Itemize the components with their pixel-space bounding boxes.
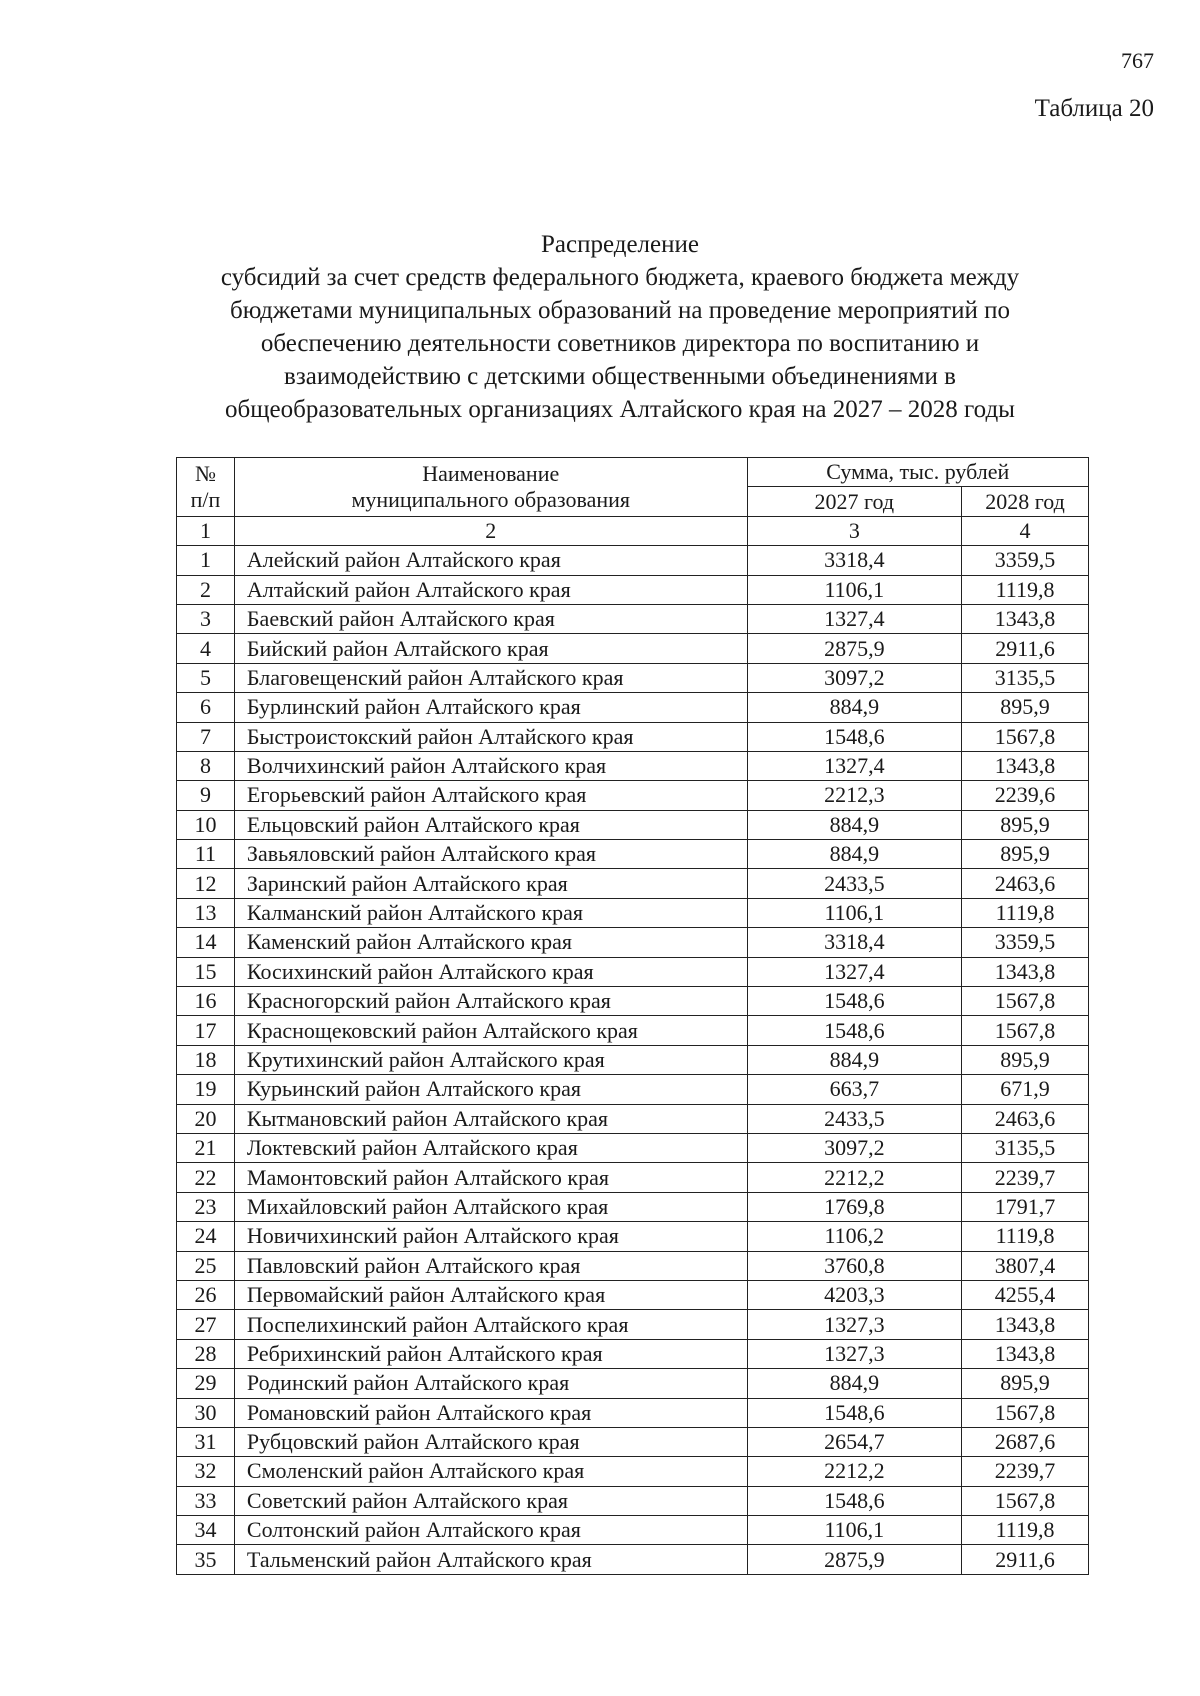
header-name-line1: Наименование [422,460,560,486]
amount-2027: 1327,3 [747,1339,962,1368]
amount-2027: 884,9 [747,1369,962,1398]
amount-2027: 1106,1 [747,1516,962,1545]
table-row [177,722,1089,751]
municipality-name: Косихинский район Алтайского края [234,957,747,986]
table-body [177,546,1089,1575]
row-number: 18 [177,1045,235,1074]
amount-2028: 2911,6 [962,634,1089,663]
subsidy-table [176,457,1089,1575]
amount-2028: 2687,6 [962,1427,1089,1456]
municipality-name: Курьинский район Алтайского края [234,1075,747,1104]
amount-2027: 884,9 [747,810,962,839]
amount-2028: 1567,8 [962,987,1089,1016]
amount-2028: 2911,6 [962,1545,1089,1574]
amount-2028: 895,9 [962,1045,1089,1074]
amount-2027: 3318,4 [747,928,962,957]
table-row [177,957,1089,986]
row-number: 16 [177,987,235,1016]
municipality-name: Благовещенский район Алтайского края [234,663,747,692]
title-line: взаимодействию с детскими общественными объединениями в [284,363,956,390]
table-row [177,1045,1089,1074]
amount-2028: 1567,8 [962,1016,1089,1045]
table-row [177,781,1089,810]
municipality-name: Новичихинский район Алтайского края [234,1222,747,1251]
header-number-line1: № [194,460,216,486]
header-row [177,458,1089,487]
amount-2028: 1343,8 [962,751,1089,780]
row-number: 30 [177,1398,235,1427]
row-number: 5 [177,663,235,692]
municipality-name: Локтевский район Алтайского края [234,1133,747,1162]
amount-2027: 1327,4 [747,604,962,633]
row-number: 29 [177,1369,235,1398]
amount-2028: 1119,8 [962,1516,1089,1545]
amount-2028: 1343,8 [962,957,1089,986]
table-row [177,840,1089,869]
amount-2027: 1548,6 [747,1398,962,1427]
amount-2027: 4203,3 [747,1280,962,1309]
row-number: 8 [177,751,235,780]
municipality-name: Солтонский район Алтайского края [234,1516,747,1545]
header-sum-group: Сумма, тыс. рублей [747,458,1088,487]
amount-2028: 1119,8 [962,898,1089,927]
municipality-name: Краснощековский район Алтайского края [234,1016,747,1045]
amount-2027: 3097,2 [747,663,962,692]
row-number: 12 [177,869,235,898]
table-row [177,1457,1089,1486]
municipality-name: Павловский район Алтайского края [234,1251,747,1280]
amount-2028: 1343,8 [962,604,1089,633]
row-number: 26 [177,1280,235,1309]
amount-2027: 1548,6 [747,722,962,751]
table-row [177,869,1089,898]
amount-2027: 2212,3 [747,781,962,810]
row-number: 1 [177,546,235,575]
amount-2028: 2463,6 [962,869,1089,898]
table-row [177,1133,1089,1162]
row-number: 2 [177,575,235,604]
table-label: Таблица 20 [1034,95,1154,122]
row-number: 22 [177,1163,235,1192]
amount-2027: 1106,2 [747,1222,962,1251]
municipality-name: Ребрихинский район Алтайского края [234,1339,747,1368]
amount-2028: 1343,8 [962,1310,1089,1339]
document-title [190,228,1050,426]
amount-2028: 2239,6 [962,781,1089,810]
amount-2027: 2654,7 [747,1427,962,1456]
table-row [177,751,1089,780]
amount-2027: 3318,4 [747,546,962,575]
row-number: 32 [177,1457,235,1486]
table-row [177,1104,1089,1133]
row-number: 6 [177,693,235,722]
header-name-line2: муниципального образования [351,486,630,512]
row-number: 13 [177,898,235,927]
amount-2028: 895,9 [962,693,1089,722]
municipality-name: Михайловский район Алтайского края [234,1192,747,1221]
row-number: 10 [177,810,235,839]
table-row [177,1222,1089,1251]
amount-2028: 3359,5 [962,928,1089,957]
municipality-name: Завьяловский район Алтайского края [234,840,747,869]
amount-2028: 1791,7 [962,1192,1089,1221]
column-number-row [177,516,1089,545]
municipality-name: Заринский район Алтайского края [234,869,747,898]
table-row [177,1486,1089,1515]
table-row [177,604,1089,633]
amount-2027: 663,7 [747,1075,962,1104]
column-number: 2 [234,516,747,545]
table-row [177,928,1089,957]
row-number: 17 [177,1016,235,1045]
amount-2028: 2239,7 [962,1457,1089,1486]
table-row [177,1163,1089,1192]
amount-2027: 2875,9 [747,1545,962,1574]
municipality-name: Баевский район Алтайского края [234,604,747,633]
table-row [177,987,1089,1016]
column-number: 4 [962,516,1089,545]
table-row [177,1280,1089,1309]
amount-2027: 1106,1 [747,898,962,927]
row-number: 7 [177,722,235,751]
municipality-name: Алейский район Алтайского края [234,546,747,575]
amount-2028: 1567,8 [962,1486,1089,1515]
amount-2028: 3359,5 [962,546,1089,575]
municipality-name: Советский район Алтайского края [234,1486,747,1515]
header-number-line2: п/п [190,486,221,512]
row-number: 25 [177,1251,235,1280]
amount-2028: 1343,8 [962,1339,1089,1368]
amount-2028: 895,9 [962,810,1089,839]
header-year-2028: 2028 год [962,487,1089,516]
municipality-name: Ельцовский район Алтайского края [234,810,747,839]
amount-2028: 1567,8 [962,722,1089,751]
municipality-name: Егорьевский район Алтайского края [234,781,747,810]
row-number: 23 [177,1192,235,1221]
table-row [177,1545,1089,1574]
municipality-name: Кытмановский район Алтайского края [234,1104,747,1133]
amount-2028: 3135,5 [962,1133,1089,1162]
amount-2027: 1769,8 [747,1192,962,1221]
amount-2028: 1567,8 [962,1398,1089,1427]
title-line: субсидий за счет средств федерального бюджета, краевого бюджета между [220,264,1020,291]
municipality-name: Мамонтовский район Алтайского края [234,1163,747,1192]
table-row [177,1369,1089,1398]
title-line: общеобразовательных организациях Алтайского края на 2027 – 2028 годы [225,396,1015,423]
municipality-name: Романовский район Алтайского края [234,1398,747,1427]
amount-2028: 3135,5 [962,663,1089,692]
table-row [177,693,1089,722]
municipality-name: Родинский район Алтайского края [234,1369,747,1398]
column-number: 3 [747,516,962,545]
row-number: 27 [177,1310,235,1339]
amount-2027: 1548,6 [747,1486,962,1515]
table-row [177,575,1089,604]
municipality-name: Алтайский район Алтайского края [234,575,747,604]
amount-2027: 3760,8 [747,1251,962,1280]
amount-2027: 1327,3 [747,1310,962,1339]
row-number: 28 [177,1339,235,1368]
amount-2028: 895,9 [962,1369,1089,1398]
amount-2027: 2433,5 [747,1104,962,1133]
table-row [177,1310,1089,1339]
municipality-name: Волчихинский район Алтайского края [234,751,747,780]
amount-2027: 884,9 [747,693,962,722]
table-row [177,1427,1089,1456]
table-row [177,1339,1089,1368]
amount-2027: 884,9 [747,840,962,869]
title-line: обеспечению деятельности советников директора по воспитанию и [260,330,980,357]
row-number: 21 [177,1133,235,1162]
municipality-name: Бурлинский район Алтайского края [234,693,747,722]
table-row [177,634,1089,663]
row-number: 15 [177,957,235,986]
municipality-name: Тальменский район Алтайского края [234,1545,747,1574]
title-line: бюджетами муниципальных образований на проведение мероприятий по [230,297,1010,324]
column-number: 1 [177,516,235,545]
amount-2028: 2463,6 [962,1104,1089,1133]
table-row [177,1251,1089,1280]
row-number: 35 [177,1545,235,1574]
table-row [177,898,1089,927]
municipality-name: Каменский район Алтайского края [234,928,747,957]
title-line: Распределение [541,231,699,258]
row-number: 34 [177,1516,235,1545]
row-number: 11 [177,840,235,869]
amount-2028: 1119,8 [962,575,1089,604]
row-number: 33 [177,1486,235,1515]
amount-2027: 1548,6 [747,987,962,1016]
row-number: 24 [177,1222,235,1251]
amount-2027: 2433,5 [747,869,962,898]
table-row [177,663,1089,692]
municipality-name: Быстроистокский район Алтайского края [234,722,747,751]
row-number: 4 [177,634,235,663]
municipality-name: Поспелихинский район Алтайского края [234,1310,747,1339]
municipality-name: Первомайский район Алтайского края [234,1280,747,1309]
municipality-name: Бийский район Алтайского края [234,634,747,663]
amount-2028: 2239,7 [962,1163,1089,1192]
row-number: 14 [177,928,235,957]
row-number: 9 [177,781,235,810]
amount-2027: 2875,9 [747,634,962,663]
municipality-name: Смоленский район Алтайского края [234,1457,747,1486]
amount-2028: 4255,4 [962,1280,1089,1309]
amount-2027: 884,9 [747,1045,962,1074]
amount-2028: 895,9 [962,840,1089,869]
amount-2027: 1327,4 [747,957,962,986]
municipality-name: Калманский район Алтайского края [234,898,747,927]
table-row [177,1398,1089,1427]
amount-2027: 1106,1 [747,575,962,604]
table-row [177,810,1089,839]
amount-2027: 1327,4 [747,751,962,780]
table-row [177,1192,1089,1221]
amount-2027: 1548,6 [747,1016,962,1045]
table-row [177,546,1089,575]
header-number [177,458,235,517]
amount-2027: 2212,2 [747,1457,962,1486]
table-row [177,1075,1089,1104]
row-number: 31 [177,1427,235,1456]
amount-2028: 3807,4 [962,1251,1089,1280]
amount-2027: 3097,2 [747,1133,962,1162]
row-number: 20 [177,1104,235,1133]
municipality-name: Красногорский район Алтайского края [234,987,747,1016]
municipality-name: Рубцовский район Алтайского края [234,1427,747,1456]
header-year-2027: 2027 год [747,487,962,516]
amount-2028: 1119,8 [962,1222,1089,1251]
table-row [177,1516,1089,1545]
amount-2028: 671,9 [962,1075,1089,1104]
row-number: 3 [177,604,235,633]
header-name [234,458,747,517]
page-number: 767 [1121,48,1154,73]
municipality-name: Крутихинский район Алтайского края [234,1045,747,1074]
row-number: 19 [177,1075,235,1104]
table-row [177,1016,1089,1045]
amount-2027: 2212,2 [747,1163,962,1192]
